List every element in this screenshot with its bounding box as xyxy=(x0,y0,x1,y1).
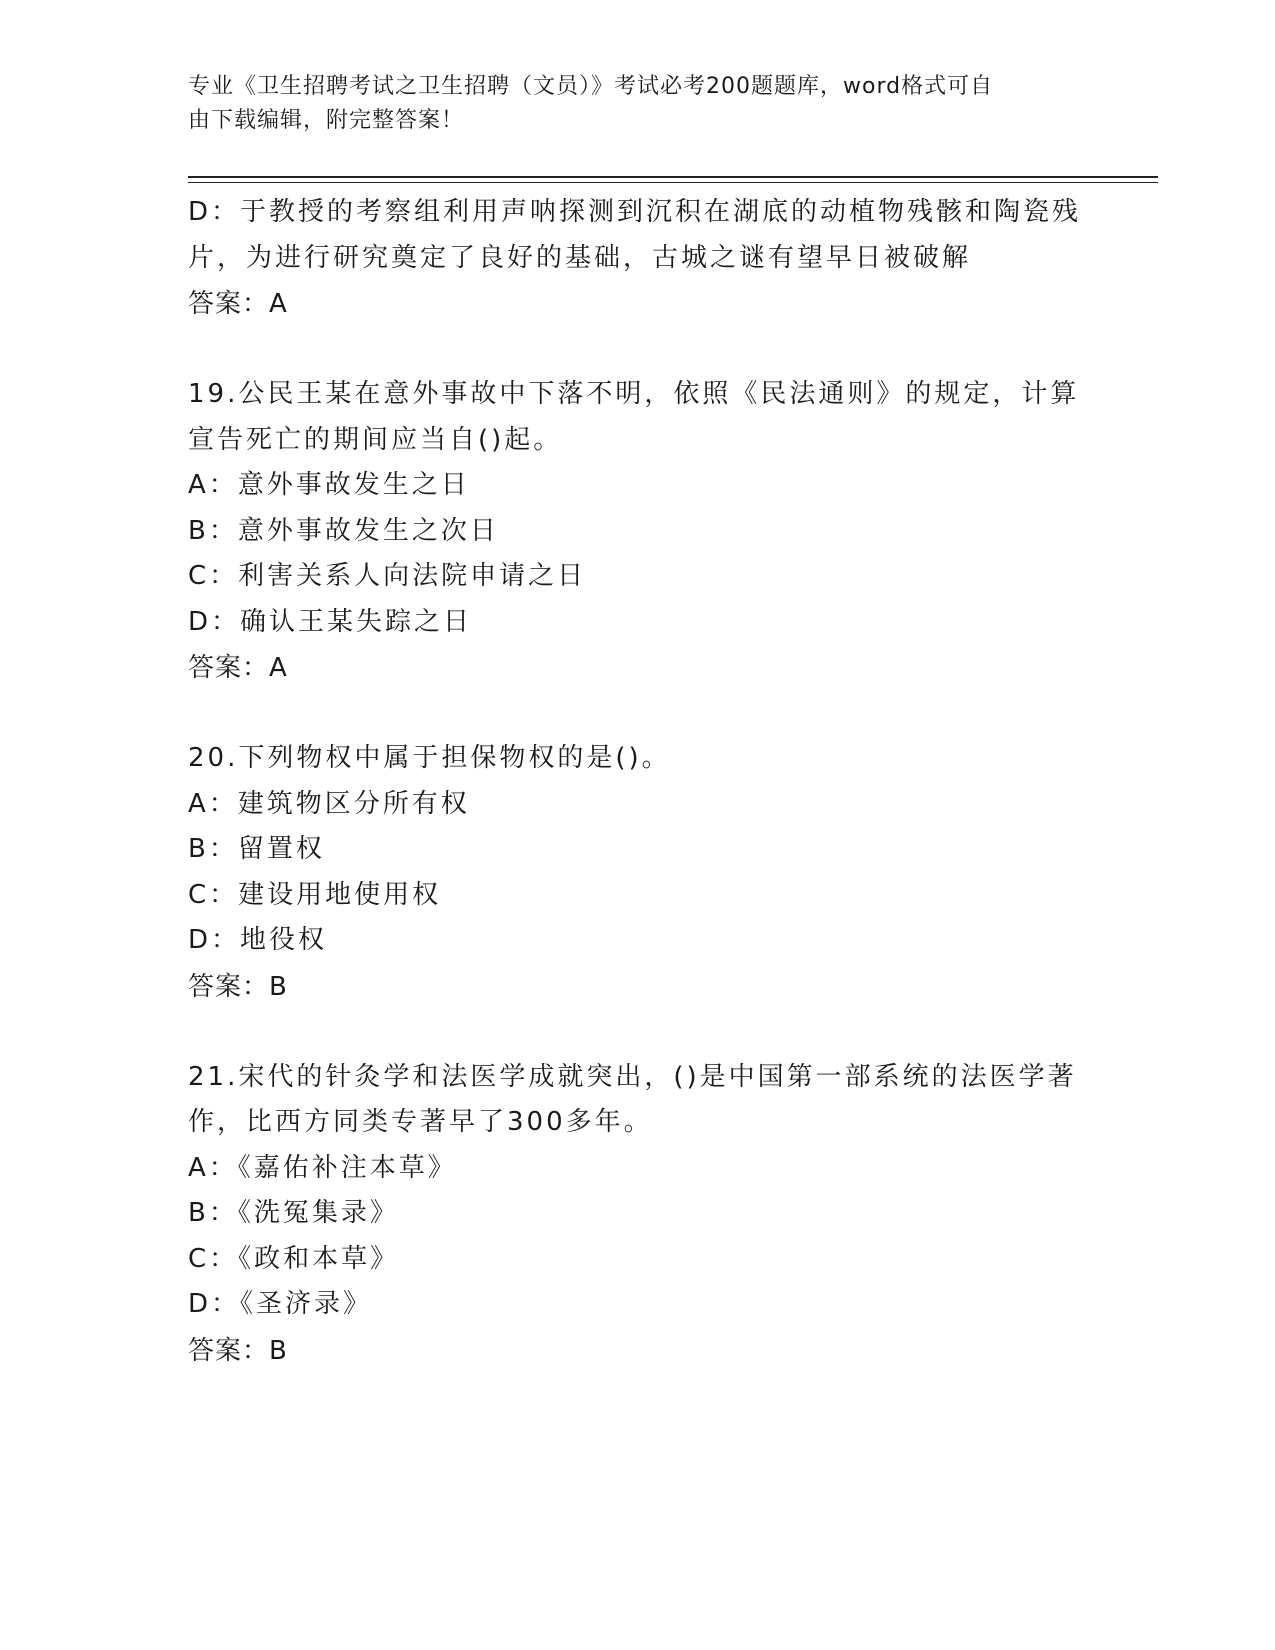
option-a: A：意外事故发生之日 xyxy=(188,470,470,500)
header-line-1: 专业《卫生招聘考试之卫生招聘（文员）》考试必考200题题库，word格式可自 xyxy=(188,74,994,99)
question-block-19 xyxy=(188,372,1088,691)
question-stem: 21.宋代的针灸学和法医学成就突出，()是中国第一部系统的法医学著 xyxy=(188,1061,1077,1092)
question-block-20 xyxy=(188,736,1088,1010)
header-rule-thick xyxy=(188,176,1158,178)
question-stem-continued: 作，比西方同类专著早了300多年。 xyxy=(188,1107,653,1137)
spacer xyxy=(188,691,1088,736)
spacer xyxy=(188,1010,1088,1055)
answer-line: 答案：B xyxy=(188,971,288,1002)
option-d: D：《圣济录》 xyxy=(188,1289,373,1319)
option-b: B：留置权 xyxy=(188,834,325,864)
option-d-continued: 片，为进行研究奠定了良好的基础，古城之谜有望早日被破解 xyxy=(188,242,972,273)
question-stem-continued: 宣告死亡的期间应当自()起。 xyxy=(188,424,563,455)
header-line-2: 由下载编辑，附完整答案！ xyxy=(188,108,465,133)
header-rule-thin xyxy=(188,182,1158,183)
option-b: B：《洗冤集录》 xyxy=(188,1198,399,1228)
answer-line: 答案：A xyxy=(188,653,288,683)
answer-line: 答案：B xyxy=(188,1335,288,1366)
question-stem: 20.下列物权中属于担保物权的是()。 xyxy=(188,743,671,773)
option-c: C：利害关系人向法院申请之日 xyxy=(188,561,587,591)
option-a: A：《嘉佑补注本草》 xyxy=(188,1152,457,1183)
answer-line: 答案：A xyxy=(188,289,288,319)
question-stem: 19.公民王某在意外事故中下落不明，依照《民法通则》的规定，计算 xyxy=(188,379,1080,409)
document-header xyxy=(188,70,1088,138)
question-list xyxy=(188,190,1088,1374)
question-block-21 xyxy=(188,1055,1088,1374)
option-c: C：建设用地使用权 xyxy=(188,879,442,910)
spacer xyxy=(188,327,1088,372)
option-d: D：确认王某失踪之日 xyxy=(188,606,473,637)
option-c: C：《政和本草》 xyxy=(188,1243,400,1274)
option-b: B：意外事故发生之次日 xyxy=(188,515,499,546)
question-block-prev xyxy=(188,190,1088,327)
option-d: D：地役权 xyxy=(188,925,328,955)
option-d: D：于教授的考察组利用声呐探测到沉积在湖底的动植物残骸和陶瓷残 xyxy=(188,197,1082,227)
option-a: A：建筑物区分所有权 xyxy=(188,788,470,819)
